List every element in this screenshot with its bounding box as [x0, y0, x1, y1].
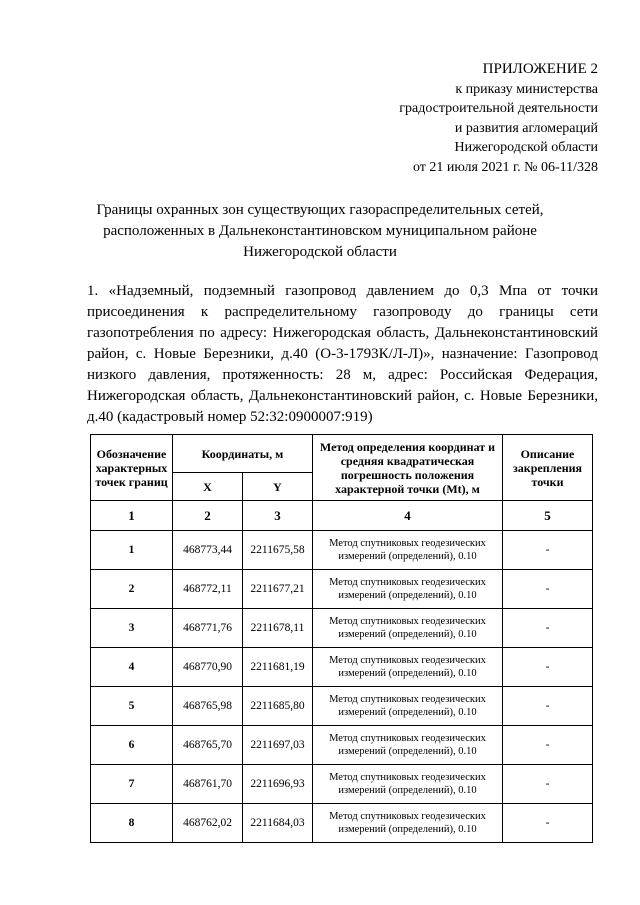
cell-point: 1 [91, 531, 173, 570]
appendix-order-date: от 21 июля 2021 г. № 06-11/328 [412, 159, 598, 175]
cell-x: 468762,02 [173, 804, 243, 843]
header-point: Обозначение характерных точек границ [91, 435, 173, 501]
column-numbers-row [91, 501, 593, 531]
cell-method: Метод спутниковых геодезических измерений (определений), 0.10 [313, 648, 503, 687]
header-y: Y [243, 473, 313, 501]
cell-description: - [503, 804, 593, 843]
table-row [91, 804, 593, 843]
table-row [91, 570, 593, 609]
cell-method: Метод спутниковых геодезических измерений (определений), 0.10 [313, 570, 503, 609]
cell-y: 2211697,03 [243, 726, 313, 765]
cell-y: 2211681,19 [243, 648, 313, 687]
cell-x: 468765,70 [173, 726, 243, 765]
header-method: Метод определения координат и средняя квадратическая погрешность положения характерной точки (Mt), м [313, 435, 503, 501]
table-row [91, 531, 593, 570]
cell-x: 468771,76 [173, 609, 243, 648]
cell-point: 6 [91, 726, 173, 765]
column-number: 2 [173, 501, 243, 531]
cell-point: 7 [91, 765, 173, 804]
cell-method: Метод спутниковых геодезических измерений (определений), 0.10 [313, 531, 503, 570]
table-row [91, 726, 593, 765]
cell-point: 5 [91, 687, 173, 726]
table-row [91, 765, 593, 804]
table-row [91, 609, 593, 648]
appendix-line: Нижегородской области [454, 140, 598, 155]
appendix-line: и развития агломераций [454, 120, 598, 136]
header-x: X [173, 473, 243, 501]
cell-x: 468761,70 [173, 765, 243, 804]
cell-description: - [503, 648, 593, 687]
cell-description: - [503, 726, 593, 765]
object-description: 1. «Надземный, подземный газопровод давлением до 0,3 Мпа от точки присоединения к распределительному газопроводу до границы сети газопотребления по адресу: Нижегородская область, Дальнеконстантиновский район, с. Новые Березники, д.40 (О-3-1793К/Л-Л)», назначение: Газопровод низкого давления, протяженность: 28 м, адрес: Российская Федерация, Нижегородская область, Дальнеконстантиновский район, с. Новые Березники, д.40 (кадастровый номер 52:32:0900007:919) [87, 283, 598, 425]
cell-point: 4 [91, 648, 173, 687]
cell-description: - [503, 609, 593, 648]
cell-method: Метод спутниковых геодезических измерений (определений), 0.10 [313, 687, 503, 726]
cell-y: 2211684,03 [243, 804, 313, 843]
table-row [91, 648, 593, 687]
cell-y: 2211678,11 [243, 609, 313, 648]
cell-point: 3 [91, 609, 173, 648]
cell-method: Метод спутниковых геодезических измерений (определений), 0.10 [313, 804, 503, 843]
cell-y: 2211696,93 [243, 765, 313, 804]
boundary-points-table [90, 434, 593, 843]
appendix-heading: ПРИЛОЖЕНИЕ 2 [482, 61, 598, 77]
cell-description: - [503, 765, 593, 804]
cell-description: - [503, 570, 593, 609]
cell-description: - [503, 687, 593, 726]
title-line: Границы охранных зон существующих газораспределительных сетей, [96, 202, 544, 218]
title-line: Нижегородской области [243, 244, 397, 260]
column-number: 3 [243, 501, 313, 531]
title-line: расположенных в Дальнеконстантиновском муниципальном районе [103, 223, 537, 239]
cell-method: Метод спутниковых геодезических измерений (определений), 0.10 [313, 726, 503, 765]
column-number: 1 [91, 501, 173, 531]
table-row [91, 687, 593, 726]
cell-y: 2211685,80 [243, 687, 313, 726]
column-number: 5 [503, 501, 593, 531]
cell-x: 468772,11 [173, 570, 243, 609]
cell-method: Метод спутниковых геодезических измерений (определений), 0.10 [313, 765, 503, 804]
cell-x: 468770,90 [173, 648, 243, 687]
document-title [40, 200, 600, 263]
cell-description: - [503, 531, 593, 570]
appendix-block [399, 60, 598, 177]
cell-method: Метод спутниковых геодезических измерений (определений), 0.10 [313, 609, 503, 648]
cell-x: 468773,44 [173, 531, 243, 570]
cell-y: 2211677,21 [243, 570, 313, 609]
column-number: 4 [313, 501, 503, 531]
cell-y: 2211675,58 [243, 531, 313, 570]
cell-point: 8 [91, 804, 173, 843]
cell-x: 468765,98 [173, 687, 243, 726]
header-description: Описание закрепления точки [503, 435, 593, 501]
cell-point: 2 [91, 570, 173, 609]
appendix-line: к приказу министерства [455, 81, 598, 97]
header-coords: Координаты, м [173, 435, 313, 473]
appendix-line: градостроительной деятельности [399, 101, 598, 116]
